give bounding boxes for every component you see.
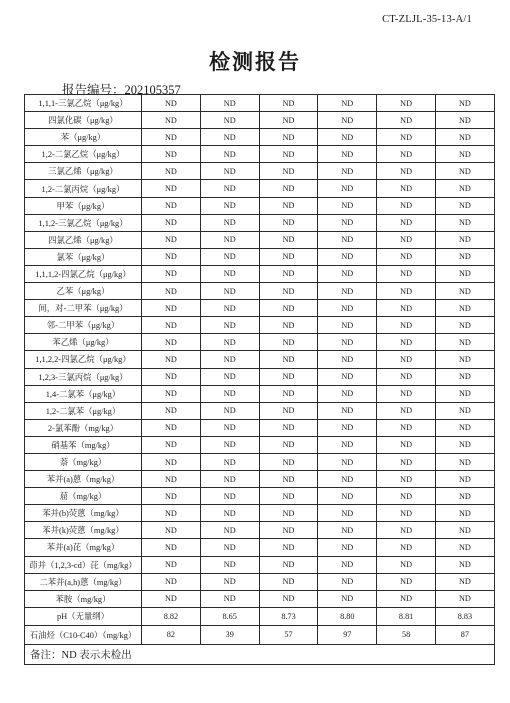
result-cell: ND (200, 539, 259, 556)
result-cell: ND (142, 436, 201, 453)
result-cell: ND (435, 214, 494, 231)
analyte-name: 二苯并(a,h)蒽（mg/kg） (25, 573, 142, 590)
result-cell: ND (259, 317, 318, 334)
result-cell: ND (318, 368, 377, 385)
document-code: CT-ZLJL-35-13-A/1 (382, 14, 472, 25)
report-number-value: 202105357 (124, 83, 181, 97)
result-cell: ND (318, 231, 377, 248)
table-row (25, 590, 495, 607)
result-cell: ND (318, 129, 377, 146)
table-row (25, 556, 495, 573)
analyte-name: 苯并(a)芘（mg/kg） (25, 539, 142, 556)
analyte-name: 1,2-二氯乙烷（μg/kg） (25, 146, 142, 163)
analyte-name: 硝基苯（mg/kg） (25, 436, 142, 453)
result-cell: ND (200, 436, 259, 453)
result-cell: ND (377, 146, 436, 163)
result-cell: ND (142, 95, 201, 112)
result-cell: ND (200, 334, 259, 351)
result-cell: ND (435, 146, 494, 163)
result-cell: ND (377, 163, 436, 180)
note-row (25, 644, 495, 664)
result-cell: ND (435, 488, 494, 505)
result-cell: ND (200, 505, 259, 522)
result-cell: ND (318, 556, 377, 573)
result-cell: ND (377, 539, 436, 556)
result-cell: ND (259, 283, 318, 300)
result-cell: ND (377, 300, 436, 317)
result-cell: ND (377, 231, 436, 248)
analyte-name: 1,2,3-三氯丙烷（μg/kg） (25, 368, 142, 385)
result-cell: ND (377, 95, 436, 112)
result-cell: ND (200, 197, 259, 214)
result-cell: ND (200, 231, 259, 248)
results-table (24, 94, 495, 665)
analyte-name: 间，对-二甲苯（μg/kg） (25, 300, 142, 317)
table-row (25, 214, 495, 231)
result-cell: 8.82 (142, 607, 201, 625)
result-cell: ND (259, 146, 318, 163)
analyte-name: 1,4-二氯苯（μg/kg） (25, 385, 142, 402)
result-cell: ND (259, 590, 318, 607)
table-row (25, 539, 495, 556)
result-cell: ND (435, 419, 494, 436)
result-cell: ND (142, 402, 201, 419)
result-cell: ND (142, 488, 201, 505)
analyte-name: 苯（μg/kg） (25, 129, 142, 146)
result-cell: ND (200, 471, 259, 488)
table-row (25, 283, 495, 300)
result-cell: ND (200, 300, 259, 317)
table-row (25, 573, 495, 590)
result-cell: ND (259, 402, 318, 419)
result-cell: ND (142, 573, 201, 590)
result-cell: ND (318, 436, 377, 453)
result-cell: ND (200, 95, 259, 112)
result-cell: ND (377, 453, 436, 470)
table-row (25, 265, 495, 282)
analyte-name: 四氯化碳（μg/kg） (25, 112, 142, 129)
result-cell: ND (377, 419, 436, 436)
table-row (25, 146, 495, 163)
result-cell: ND (435, 471, 494, 488)
analyte-name: 2-氯苯酚（mg/kg） (25, 419, 142, 436)
result-cell: ND (318, 539, 377, 556)
analyte-name: 1,2-二氯丙烷（μg/kg） (25, 180, 142, 197)
result-cell: ND (435, 163, 494, 180)
result-cell: ND (377, 522, 436, 539)
result-cell: ND (318, 573, 377, 590)
document-title: 检测报告 (209, 50, 301, 74)
result-cell: ND (435, 334, 494, 351)
table-row (25, 351, 495, 368)
table-row (25, 522, 495, 539)
table-row (25, 180, 495, 197)
result-cell: ND (318, 283, 377, 300)
result-cell: ND (435, 385, 494, 402)
result-cell: ND (259, 573, 318, 590)
analyte-name: 1,1,1,2-四氯乙烷（μg/kg） (25, 265, 142, 282)
result-cell: ND (142, 539, 201, 556)
result-cell: ND (142, 180, 201, 197)
result-cell: ND (318, 334, 377, 351)
table-row (25, 129, 495, 146)
analyte-name: 茚并（1,2,3-cd）芘（mg/kg） (25, 556, 142, 573)
analyte-name: 萘（mg/kg） (25, 453, 142, 470)
result-cell: ND (142, 317, 201, 334)
result-cell: ND (318, 505, 377, 522)
result-cell: ND (377, 573, 436, 590)
analyte-name: 苯并(a)蒽（mg/kg） (25, 471, 142, 488)
result-cell: ND (142, 368, 201, 385)
result-cell: ND (142, 112, 201, 129)
analyte-name: 1,1,2-三氯乙烷（μg/kg） (25, 214, 142, 231)
result-cell: ND (259, 368, 318, 385)
result-cell: ND (435, 556, 494, 573)
result-cell: ND (435, 522, 494, 539)
note-text: 备注：ND 表示未检出 (25, 644, 495, 664)
result-cell: ND (318, 471, 377, 488)
result-cell: ND (377, 283, 436, 300)
result-cell: ND (377, 197, 436, 214)
result-cell: ND (435, 197, 494, 214)
result-cell: ND (377, 471, 436, 488)
result-cell: ND (259, 197, 318, 214)
result-cell: ND (377, 556, 436, 573)
result-cell: ND (200, 283, 259, 300)
table-row (25, 625, 495, 644)
table-row (25, 471, 495, 488)
table-row (25, 488, 495, 505)
result-cell: ND (318, 317, 377, 334)
result-cell: ND (318, 385, 377, 402)
result-cell: ND (435, 95, 494, 112)
result-cell: ND (318, 419, 377, 436)
result-cell: ND (318, 214, 377, 231)
result-cell: ND (259, 95, 318, 112)
result-cell: ND (377, 265, 436, 282)
result-cell: ND (259, 265, 318, 282)
analyte-name: 䓛（mg/kg） (25, 488, 142, 505)
analyte-name: 苯并(k)荧蒽（mg/kg） (25, 522, 142, 539)
result-cell: ND (200, 590, 259, 607)
result-cell: ND (142, 471, 201, 488)
result-cell: ND (259, 248, 318, 265)
result-cell: ND (259, 214, 318, 231)
result-cell: ND (259, 112, 318, 129)
result-cell: 8.80 (318, 607, 377, 625)
result-cell: ND (259, 163, 318, 180)
result-cell: 8.83 (435, 607, 494, 625)
table-row (25, 402, 495, 419)
table-row (25, 436, 495, 453)
table-row (25, 112, 495, 129)
result-cell: ND (142, 265, 201, 282)
result-cell: ND (435, 231, 494, 248)
analyte-name: 1,2-二氯苯（μg/kg） (25, 402, 142, 419)
result-cell: ND (318, 590, 377, 607)
result-cell: ND (142, 590, 201, 607)
result-cell: ND (200, 163, 259, 180)
result-cell: ND (142, 334, 201, 351)
result-cell: ND (200, 317, 259, 334)
result-cell: ND (259, 505, 318, 522)
result-cell: ND (142, 283, 201, 300)
result-cell: ND (259, 453, 318, 470)
result-cell: ND (142, 300, 201, 317)
result-cell: ND (377, 436, 436, 453)
result-cell: ND (377, 180, 436, 197)
result-cell: ND (259, 488, 318, 505)
analyte-name: 四氯乙烯（μg/kg） (25, 231, 142, 248)
result-cell: ND (435, 129, 494, 146)
result-cell: 39 (200, 625, 259, 644)
result-cell: 58 (377, 625, 436, 644)
table-row (25, 453, 495, 470)
table-row (25, 231, 495, 248)
result-cell: ND (200, 419, 259, 436)
result-cell: ND (318, 163, 377, 180)
result-cell: ND (435, 453, 494, 470)
result-cell: ND (435, 265, 494, 282)
table-row (25, 95, 495, 112)
result-cell: ND (200, 402, 259, 419)
result-cell: ND (259, 231, 318, 248)
result-cell: ND (259, 385, 318, 402)
result-cell: ND (142, 522, 201, 539)
result-cell: 57 (259, 625, 318, 644)
result-cell: ND (142, 385, 201, 402)
result-cell: ND (200, 351, 259, 368)
result-cell: ND (200, 146, 259, 163)
result-cell: ND (142, 231, 201, 248)
table-row (25, 419, 495, 436)
result-cell: ND (377, 488, 436, 505)
analyte-name: 甲苯（μg/kg） (25, 197, 142, 214)
result-cell: ND (259, 180, 318, 197)
result-cell: ND (318, 265, 377, 282)
table-row (25, 163, 495, 180)
result-cell: ND (200, 265, 259, 282)
result-cell: ND (377, 351, 436, 368)
result-cell: ND (200, 385, 259, 402)
table-row (25, 385, 495, 402)
result-cell: ND (377, 248, 436, 265)
result-cell: ND (200, 556, 259, 573)
result-cell: ND (142, 351, 201, 368)
result-cell: ND (318, 95, 377, 112)
analyte-name: 苯乙烯（μg/kg） (25, 334, 142, 351)
result-cell: ND (142, 129, 201, 146)
result-cell: 97 (318, 625, 377, 644)
report-number-label: 报告编号： (62, 83, 125, 97)
analyte-name: 苯并(b)荧蒽（mg/kg） (25, 505, 142, 522)
result-cell: ND (318, 112, 377, 129)
result-cell: ND (435, 112, 494, 129)
result-cell: ND (142, 163, 201, 180)
analyte-name: 乙苯（μg/kg） (25, 283, 142, 300)
result-cell: ND (435, 368, 494, 385)
table-row (25, 505, 495, 522)
result-cell: ND (435, 283, 494, 300)
table-row (25, 334, 495, 351)
result-cell: ND (200, 488, 259, 505)
result-cell: ND (435, 248, 494, 265)
result-cell: ND (435, 590, 494, 607)
result-cell: ND (435, 180, 494, 197)
result-cell: ND (318, 248, 377, 265)
result-cell: ND (377, 334, 436, 351)
table-row (25, 300, 495, 317)
result-cell: 8.73 (259, 607, 318, 625)
result-cell: ND (435, 539, 494, 556)
result-cell: ND (200, 522, 259, 539)
analyte-name: 1,1,2,2-四氯乙烷（μg/kg） (25, 351, 142, 368)
result-cell: ND (435, 300, 494, 317)
result-cell: ND (318, 402, 377, 419)
result-cell: ND (318, 197, 377, 214)
result-cell: ND (142, 248, 201, 265)
result-cell: ND (435, 505, 494, 522)
result-cell: ND (318, 453, 377, 470)
result-cell: ND (318, 180, 377, 197)
result-cell: ND (377, 129, 436, 146)
result-cell: ND (200, 573, 259, 590)
table-row (25, 368, 495, 385)
result-cell: ND (200, 248, 259, 265)
table-row (25, 197, 495, 214)
result-cell: ND (377, 112, 436, 129)
analyte-name: 邻-二甲苯（μg/kg） (25, 317, 142, 334)
result-cell: ND (377, 214, 436, 231)
table-row (25, 248, 495, 265)
analyte-name: 三氯乙烯（μg/kg） (25, 163, 142, 180)
result-cell: ND (259, 334, 318, 351)
result-cell: ND (142, 146, 201, 163)
table-row (25, 317, 495, 334)
result-cell: ND (259, 351, 318, 368)
result-cell: ND (435, 351, 494, 368)
result-cell: ND (200, 129, 259, 146)
result-cell: ND (200, 214, 259, 231)
result-cell: ND (142, 419, 201, 436)
result-cell: ND (259, 556, 318, 573)
table-row (25, 607, 495, 625)
result-cell: ND (200, 112, 259, 129)
result-cell: ND (142, 453, 201, 470)
result-cell: ND (318, 522, 377, 539)
result-cell: ND (259, 436, 318, 453)
result-cell: ND (377, 505, 436, 522)
result-cell: ND (200, 368, 259, 385)
result-cell: 8.65 (200, 607, 259, 625)
analyte-name: 1,1,1-三氯乙烷（μg/kg） (25, 95, 142, 112)
result-cell: ND (142, 197, 201, 214)
analyte-name: 苯胺（mg/kg） (25, 590, 142, 607)
result-cell: ND (200, 180, 259, 197)
result-cell: ND (318, 351, 377, 368)
result-cell: ND (318, 300, 377, 317)
result-cell: ND (377, 385, 436, 402)
result-cell: 87 (435, 625, 494, 644)
result-cell: ND (259, 300, 318, 317)
result-cell: ND (318, 488, 377, 505)
result-cell: 8.81 (377, 607, 436, 625)
result-cell: ND (259, 419, 318, 436)
result-cell: ND (200, 453, 259, 470)
analyte-name: 氯苯（μg/kg） (25, 248, 142, 265)
result-cell: ND (259, 539, 318, 556)
result-cell: ND (142, 505, 201, 522)
result-cell: ND (259, 471, 318, 488)
result-cell: ND (259, 129, 318, 146)
result-cell: ND (435, 573, 494, 590)
result-cell: ND (318, 146, 377, 163)
result-cell: ND (435, 402, 494, 419)
result-cell: 82 (142, 625, 201, 644)
result-cell: ND (435, 436, 494, 453)
analyte-name: pH（无量纲） (25, 607, 142, 625)
result-cell: ND (377, 317, 436, 334)
result-cell: ND (377, 402, 436, 419)
result-cell: ND (377, 368, 436, 385)
result-cell: ND (377, 590, 436, 607)
result-cell: ND (142, 214, 201, 231)
analyte-name: 石油烃（C10-C40）（mg/kg） (25, 625, 142, 644)
result-cell: ND (435, 317, 494, 334)
result-cell: ND (142, 556, 201, 573)
result-cell: ND (259, 522, 318, 539)
